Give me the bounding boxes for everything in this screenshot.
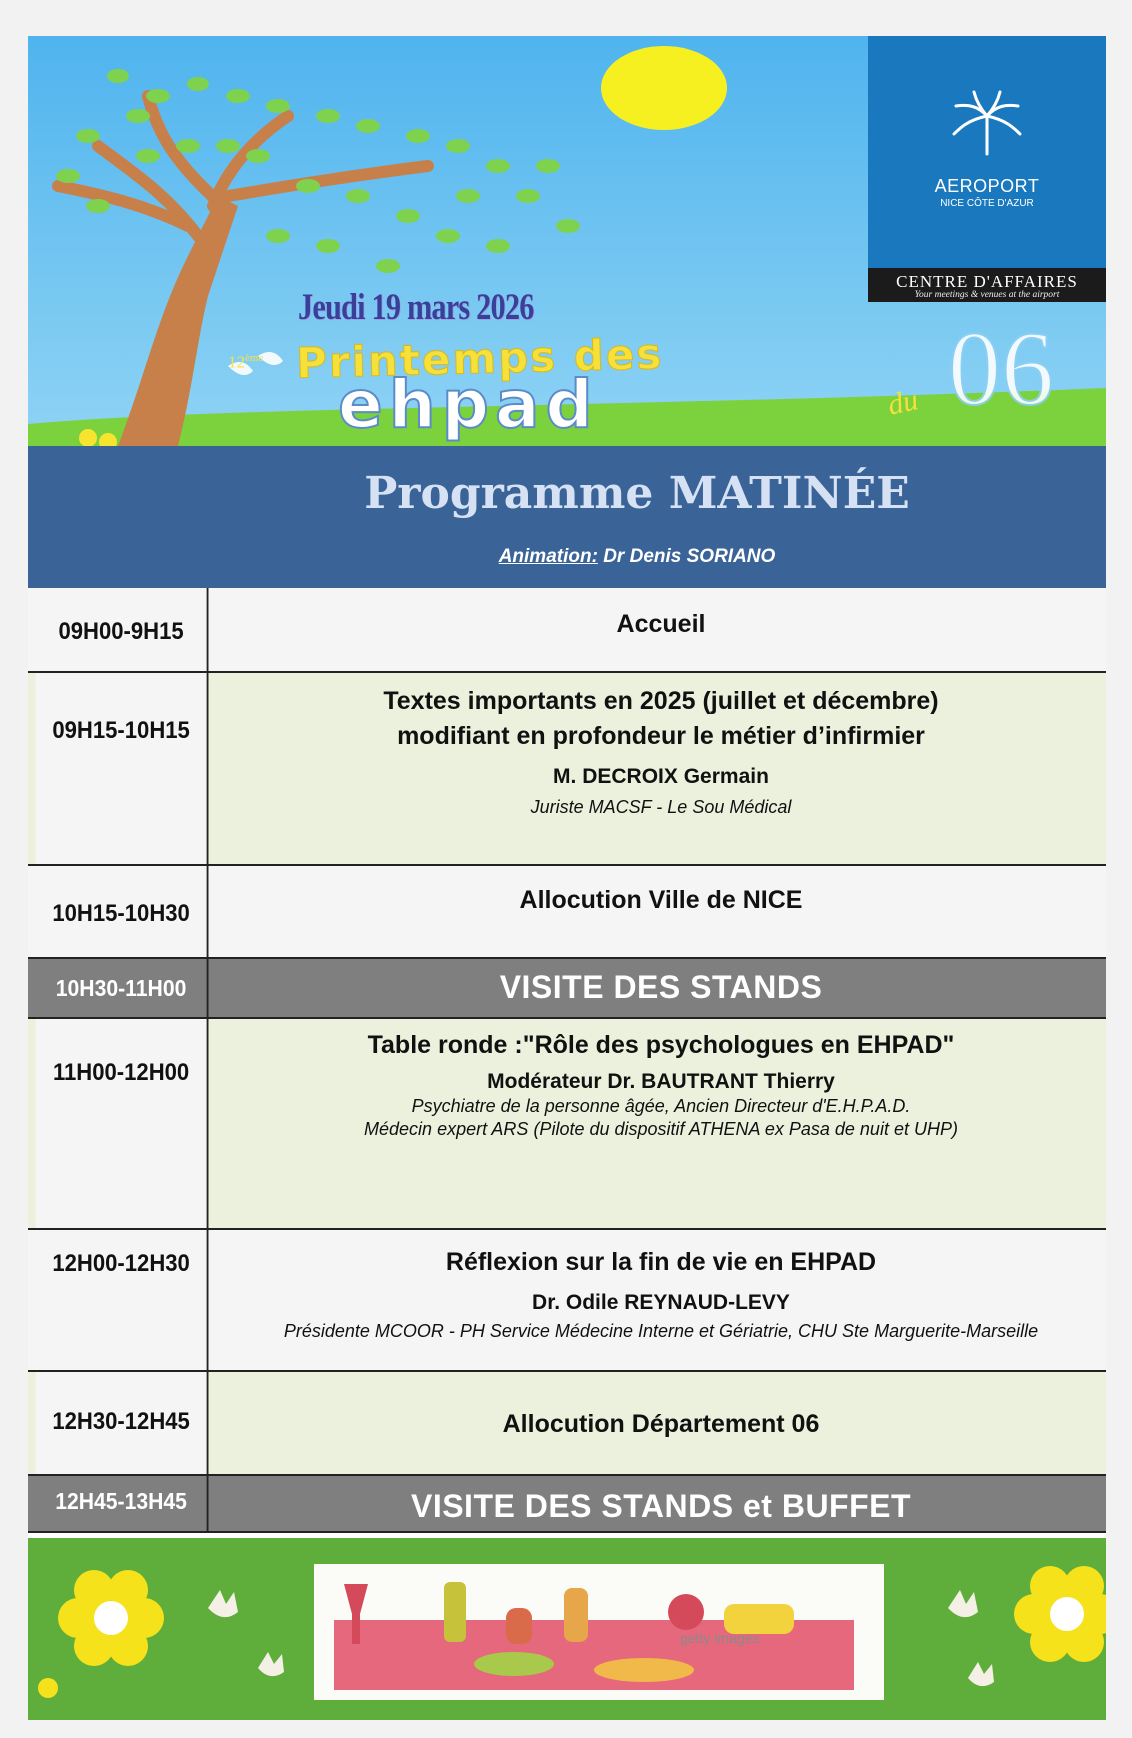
buffet-photo xyxy=(314,1564,884,1700)
speaker-role: Présidente MCOOR - PH Service Médecine Interne et Gériatrie, CHU Ste Marguerite-Marseille xyxy=(283,1321,1039,1341)
session-title: Allocution Ville de NICE xyxy=(519,886,803,914)
tree-trunk xyxy=(118,196,238,446)
time-slot: 09H15-10H15 xyxy=(36,673,209,864)
session-title: Accueil xyxy=(616,610,706,638)
animation-label: Animation: xyxy=(498,546,598,567)
event-title-line2: ehpad xyxy=(338,366,599,443)
animation-value: Dr Denis SORIANO xyxy=(603,546,776,567)
programme-poster xyxy=(28,36,1106,1720)
event-date: Jeudi 19 mars 2026 xyxy=(298,287,534,328)
buffet-illustration xyxy=(314,1564,884,1700)
speaker-name: Modérateur Dr. BAUTRANT Thierry xyxy=(487,1070,835,1093)
break-title: VISITE DES STANDS xyxy=(499,969,823,1005)
schedule-row xyxy=(28,1230,1106,1372)
schedule-row xyxy=(28,1019,1106,1230)
logo-subtitle: NICE CÔTE D'AZUR xyxy=(940,198,1034,209)
time-slot: 12H00-12H30 xyxy=(36,1230,209,1370)
animation-line xyxy=(28,546,1106,568)
edition-number: 12ème xyxy=(228,352,264,372)
session-title: Allocution Département 06 xyxy=(502,1410,820,1438)
time-slot: 10H30-11H00 xyxy=(36,959,209,1017)
flower-icon xyxy=(58,1570,164,1666)
time-slot: 10H15-10H30 xyxy=(36,866,209,957)
session-content xyxy=(216,588,1106,671)
event-title-dept: 06 xyxy=(948,310,1054,427)
session-content xyxy=(216,1019,1106,1228)
airport-logo xyxy=(868,36,1106,302)
schedule-table xyxy=(28,588,1106,1533)
schedule-row xyxy=(28,1372,1106,1476)
event-title-line1: Printemps des xyxy=(295,329,664,388)
logo-centre-affaires: CENTRE D'AFFAIRES xyxy=(896,272,1078,291)
schedule-row-break xyxy=(28,1476,1106,1533)
time-slot: 09H00-9H15 xyxy=(36,588,209,671)
logo-tagline: Your meetings & venues at the airport xyxy=(914,290,1060,300)
schedule-row xyxy=(28,588,1106,673)
speaker-role: Juriste MACSF - Le Sou Médical xyxy=(530,797,792,817)
time-slot: 12H30-12H45 xyxy=(36,1372,209,1474)
speaker-name: M. DECROIX Germain xyxy=(553,765,769,788)
speaker-name: Dr. Odile REYNAUD-LEVY xyxy=(532,1291,790,1314)
programme-header xyxy=(28,446,1106,588)
speaker-role: Psychiatre de la personne âgée, Ancien Directeur d'E.H.P.A.D. xyxy=(411,1096,911,1116)
schedule-row-break xyxy=(28,959,1106,1019)
time-slot: 11H00-12H00 xyxy=(36,1019,209,1228)
flower-icon xyxy=(1014,1566,1106,1662)
session-title: Réflexion sur la fin de vie en EHPAD xyxy=(445,1248,877,1276)
break-title: VISITE DES STANDS et BUFFET xyxy=(410,1488,912,1524)
header-banner xyxy=(28,36,1106,446)
time-slot: 12H45-13H45 xyxy=(36,1476,209,1531)
footer-banner xyxy=(28,1538,1106,1720)
schedule-row xyxy=(28,866,1106,959)
session-title: modifiant en profondeur le métier d’infirmier xyxy=(397,722,925,750)
session-title: Textes importants en 2025 (juillet et décembre) xyxy=(383,687,939,715)
session-content xyxy=(216,673,1106,864)
programme-title: Programme MATINÉE xyxy=(364,468,910,519)
session-content xyxy=(216,1372,1106,1474)
palm-logo-icon xyxy=(868,36,1106,176)
photo-watermark: getty images xyxy=(680,1630,760,1646)
speaker-role: Médecin expert ARS (Pilote du dispositif ATHENA ex Pasa de nuit et UHP) xyxy=(364,1119,958,1139)
schedule-row xyxy=(28,673,1106,866)
logo-name: AEROPORT xyxy=(934,176,1040,196)
event-title-du: du xyxy=(884,383,921,422)
session-content xyxy=(216,1230,1106,1370)
session-content xyxy=(216,866,1106,957)
session-title: Table ronde :"Rôle des psychologues en EHPAD" xyxy=(367,1031,955,1059)
sun-icon xyxy=(601,46,727,130)
